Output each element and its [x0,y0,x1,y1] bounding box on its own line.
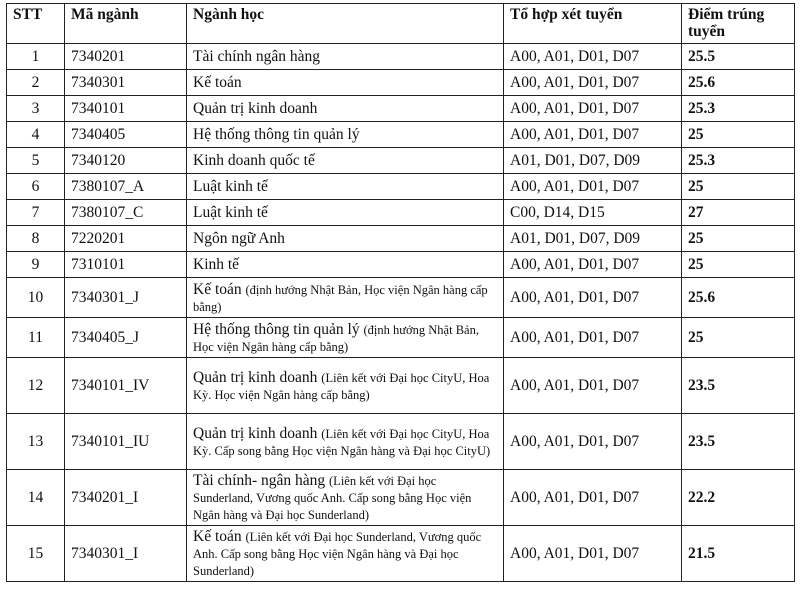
cell-stt: 1 [7,44,65,70]
cell-stt: 3 [7,96,65,122]
cell-ma-nganh: 7340101 [65,96,187,122]
cell-diem: 22.2 [682,470,795,526]
major-note: (Liên kết với Đại học Sunderland, Vương quốc Anh. Cấp song bằng Học viện Ngân hàng và Đại học Sunderland) [193,474,472,522]
table-row [7,174,795,200]
table-row [7,226,795,252]
cell-diem: 25.5 [682,44,795,70]
cell-ma-nganh: 7340405_J [65,318,187,358]
cell-diem: 25.3 [682,148,795,174]
table-row [7,200,795,226]
cell-nganh-hoc [187,278,504,318]
table-row [7,252,795,278]
cell-diem: 25 [682,122,795,148]
cell-to-hop: A00, A01, D01, D07 [504,252,682,278]
major-note: (Liên kết với Đại học CityU, Hoa Kỳ. Cấp song bằng Học viện Ngân hàng và Đại học CityU) [193,426,491,458]
cell-to-hop: A00, A01, D01, D07 [504,174,682,200]
cell-ma-nganh: 7340201_I [65,470,187,526]
header-diem: Điểm trúng tuyển [682,4,795,44]
cell-ma-nganh: 7340301_I [65,526,187,582]
cell-diem: 25.6 [682,278,795,318]
header-stt: STT [7,4,65,44]
admission-score-table [6,3,795,582]
cell-stt: 9 [7,252,65,278]
major-name: Quản trị kinh doanh [193,100,318,117]
cell-diem: 25.3 [682,96,795,122]
cell-diem: 25 [682,318,795,358]
cell-to-hop: A00, A01, D01, D07 [504,278,682,318]
major-note: (Liên kết với Đại học Sunderland, Vương quốc Anh. Cấp song bằng Học viện Ngân hàng và Đại học Sunderland) [193,530,482,578]
cell-nganh-hoc [187,470,504,526]
cell-nganh-hoc [187,44,504,70]
cell-ma-nganh: 7340120 [65,148,187,174]
cell-nganh-hoc [187,148,504,174]
table-row [7,122,795,148]
cell-diem: 23.5 [682,414,795,470]
major-name: Tài chính- ngân hàng [193,472,326,489]
major-name: Kế toán [193,280,242,298]
cell-to-hop: A00, A01, D01, D07 [504,414,682,470]
table-row [7,526,795,582]
cell-nganh-hoc [187,122,504,148]
header-to-hop: Tổ hợp xét tuyển [504,4,682,44]
cell-stt: 7 [7,200,65,226]
cell-diem: 23.5 [682,358,795,414]
cell-stt: 12 [7,358,65,414]
cell-to-hop: A00, A01, D01, D07 [504,470,682,526]
cell-diem: 25 [682,252,795,278]
cell-stt: 13 [7,414,65,470]
major-name: Kế toán [193,528,242,545]
major-name: Kinh tế [193,256,240,273]
cell-stt: 11 [7,318,65,358]
cell-to-hop: A00, A01, D01, D07 [504,526,682,582]
major-name: Luật kinh tế [193,178,268,195]
cell-ma-nganh: 7220201 [65,226,187,252]
major-name: Ngôn ngữ Anh [193,230,285,247]
major-note: (định hướng Nhật Bản, Học viện Ngân hàng cấp bằng) [193,322,479,354]
major-name: Kế toán [193,74,242,91]
table-row [7,278,795,318]
cell-stt: 15 [7,526,65,582]
cell-diem: 25 [682,226,795,252]
major-name: Hệ thống thông tin quản lý [193,320,360,338]
cell-stt: 14 [7,470,65,526]
cell-ma-nganh: 7310101 [65,252,187,278]
cell-ma-nganh: 7340301_J [65,278,187,318]
major-name: Kinh doanh quốc tế [193,152,315,169]
cell-stt: 8 [7,226,65,252]
cell-to-hop: A00, A01, D01, D07 [504,358,682,414]
header-ma-nganh: Mã ngành [65,4,187,44]
cell-diem: 25 [682,174,795,200]
cell-nganh-hoc [187,200,504,226]
cell-ma-nganh: 7380107_C [65,200,187,226]
cell-ma-nganh: 7380107_A [65,174,187,200]
cell-to-hop: A01, D01, D07, D09 [504,226,682,252]
table-row [7,358,795,414]
cell-stt: 4 [7,122,65,148]
table-row [7,70,795,96]
cell-to-hop: A00, A01, D01, D07 [504,122,682,148]
cell-nganh-hoc [187,252,504,278]
table-row [7,414,795,470]
table-row [7,96,795,122]
cell-diem: 25.6 [682,70,795,96]
cell-stt: 10 [7,278,65,318]
cell-nganh-hoc [187,174,504,200]
cell-ma-nganh: 7340301 [65,70,187,96]
cell-nganh-hoc [187,318,504,358]
cell-ma-nganh: 7340101_IV [65,358,187,414]
major-name: Quản trị kinh doanh [193,424,318,442]
table-row [7,318,795,358]
major-name: Hệ thống thông tin quản lý [193,126,360,143]
cell-stt: 6 [7,174,65,200]
table-row [7,44,795,70]
cell-nganh-hoc [187,70,504,96]
cell-stt: 2 [7,70,65,96]
major-note: (định hướng Nhật Bản, Học viện Ngân hàng cấp bằng) [193,282,488,314]
cell-ma-nganh: 7340101_IU [65,414,187,470]
cell-ma-nganh: 7340405 [65,122,187,148]
cell-nganh-hoc [187,96,504,122]
major-note: (Liên kết với Đại học CityU, Hoa Kỳ. Học viện Ngân hàng cấp bằng) [193,370,490,402]
cell-to-hop: A00, A01, D01, D07 [504,70,682,96]
cell-nganh-hoc [187,358,504,414]
major-name: Luật kinh tế [193,204,268,221]
cell-stt: 5 [7,148,65,174]
major-name: Quản trị kinh doanh [193,368,318,386]
cell-diem: 21.5 [682,526,795,582]
header-row [7,4,795,44]
table-row [7,148,795,174]
header-nganh-hoc: Ngành học [187,4,504,44]
cell-to-hop: A00, A01, D01, D07 [504,96,682,122]
cell-nganh-hoc [187,414,504,470]
table-row [7,470,795,526]
cell-to-hop: A00, A01, D01, D07 [504,44,682,70]
cell-nganh-hoc [187,226,504,252]
cell-nganh-hoc [187,526,504,582]
cell-diem: 27 [682,200,795,226]
cell-to-hop: C00, D14, D15 [504,200,682,226]
cell-ma-nganh: 7340201 [65,44,187,70]
cell-to-hop: A01, D01, D07, D09 [504,148,682,174]
major-name: Tài chính ngân hàng [193,48,320,65]
cell-to-hop: A00, A01, D01, D07 [504,318,682,358]
